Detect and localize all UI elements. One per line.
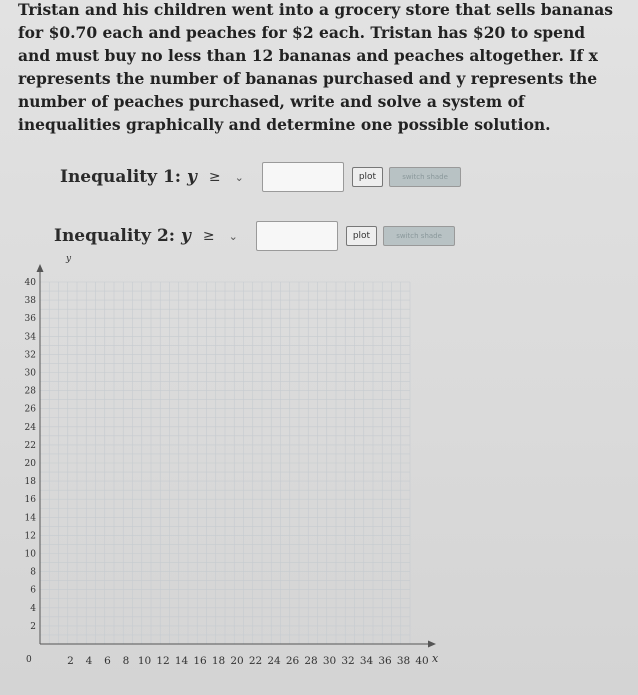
y-tick-label: 24 [24, 422, 36, 433]
x-tick-labels [67, 655, 429, 667]
x-tick-label: 36 [378, 655, 392, 667]
x-tick-label: 4 [85, 655, 93, 667]
inequality-2-input[interactable] [256, 221, 338, 251]
problem-text: Tristan and his children went into a grocery store that sells bananas for $0.70 each and peaches for $2 each. Tristan has $20 to spend and must buy no less than 12 bananas and peaches altogether. If x represents the number of bananas purchased and y represents the number of peaches purchased, write and solve a system of inequalities graphically and determine one possible solution. [18, 0, 614, 134]
y-axis-label: y [66, 254, 72, 264]
y-tick-label: 26 [24, 404, 36, 415]
y-tick-labels [25, 278, 37, 632]
chevron-down-icon[interactable]: ⌄ [234, 170, 244, 184]
y-axis-arrow-icon [37, 264, 44, 272]
x-tick-label: 10 [137, 655, 152, 667]
x-tick-label: 32 [341, 655, 355, 667]
graph-grid [40, 282, 410, 644]
x-tick-label: 26 [285, 655, 300, 667]
x-tick-label: 40 [415, 655, 429, 667]
x-tick-label: 6 [104, 655, 111, 667]
y-tick-label: 16 [24, 495, 36, 506]
x-tick-label: 38 [396, 655, 411, 667]
y-tick-label: 30 [24, 368, 36, 379]
x-tick-label: 14 [174, 655, 189, 667]
inequality-1-symbol[interactable]: ≥ [208, 169, 221, 185]
x-tick-label: 24 [267, 655, 281, 667]
x-tick-label: 20 [230, 655, 244, 667]
switch-shade-button-1[interactable]: switch shade [389, 167, 461, 187]
chevron-down-icon[interactable]: ⌄ [228, 229, 238, 243]
plot-button-1[interactable]: plot [352, 167, 383, 187]
y-tick-label: 4 [30, 603, 36, 614]
inequality-1-row [60, 162, 461, 192]
x-tick-label: 12 [156, 655, 170, 667]
coordinate-graph[interactable] [0, 250, 638, 695]
x-tick-label: 30 [322, 655, 337, 667]
x-tick-label: 18 [211, 655, 226, 667]
y-tick-label: 32 [24, 350, 36, 361]
y-tick-label: 20 [24, 459, 36, 469]
x-tick-label: 22 [248, 655, 263, 667]
x-tick-label: 28 [304, 655, 318, 667]
y-tick-label: 22 [24, 440, 36, 451]
y-tick-label: 36 [24, 314, 36, 325]
y-tick-label: 2 [30, 621, 36, 632]
x-axis-arrow-icon [428, 641, 436, 648]
x-tick-label: 2 [67, 655, 74, 667]
y-tick-label: 12 [24, 531, 36, 542]
inequality-1-label: Inequality 1: y [60, 167, 197, 187]
y-tick-label: 28 [24, 386, 36, 397]
x-tick-label: 34 [359, 655, 374, 667]
switch-shade-button-2[interactable]: switch shade [383, 226, 455, 246]
x-tick-label: 8 [122, 655, 130, 667]
inequality-2-symbol[interactable]: ≥ [202, 228, 215, 244]
y-tick-label: 18 [24, 477, 36, 488]
x-axis-label: x [432, 652, 439, 665]
origin-label: 0 [26, 655, 32, 665]
y-tick-label: 40 [24, 278, 36, 288]
y-tick-label: 38 [24, 296, 36, 307]
y-tick-label: 14 [24, 513, 36, 524]
y-tick-label: 6 [30, 585, 36, 596]
plot-button-2[interactable]: plot [346, 226, 377, 246]
y-tick-label: 8 [30, 567, 36, 578]
x-tick-label: 16 [193, 655, 207, 667]
inequality-1-input[interactable] [262, 162, 344, 192]
y-tick-label: 10 [24, 549, 36, 560]
inequality-2-label: Inequality 2: y [54, 226, 191, 246]
y-tick-label: 34 [24, 332, 36, 343]
inequality-2-row [54, 221, 455, 251]
